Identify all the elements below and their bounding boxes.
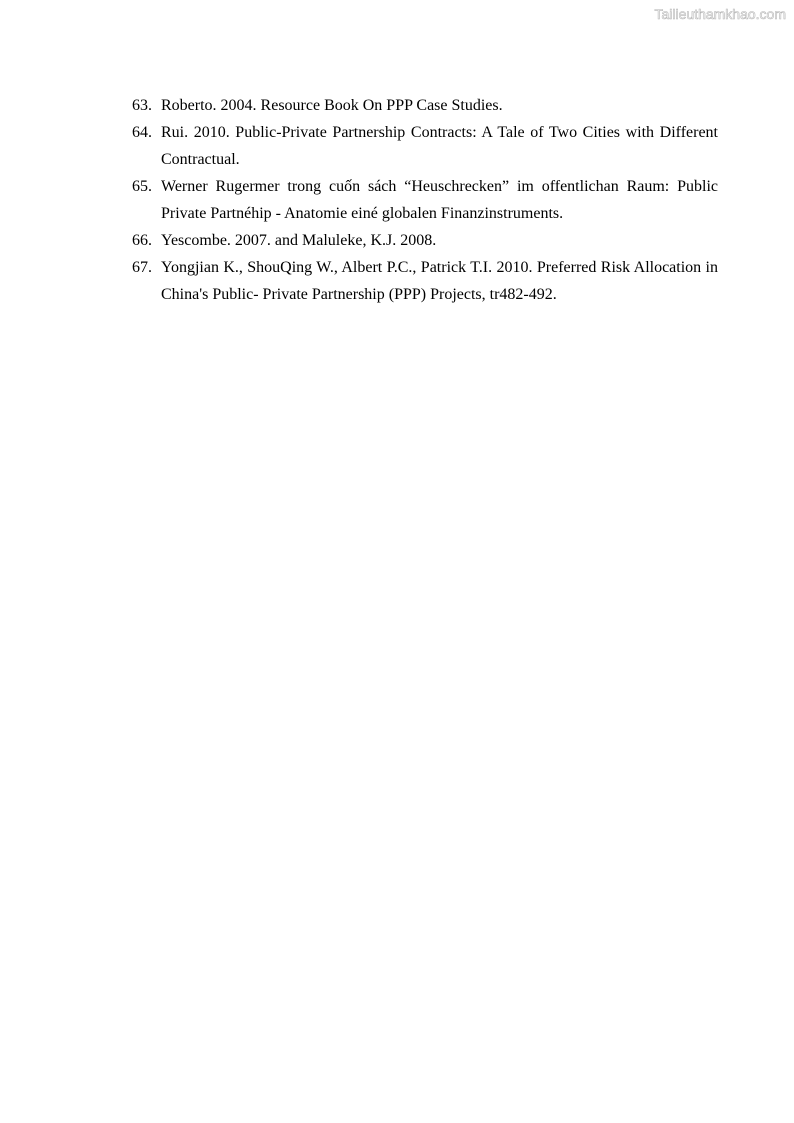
reference-text: Roberto. 2004. Resource Book On PPP Case Studies.	[161, 97, 503, 114]
reference-number: 67.	[132, 259, 152, 276]
reference-text: Yongjian K., ShouQing W., Albert P.C., Patrick T.I. 2010. Preferred Risk Allocation in China's Public- Private Partnership (PPP) Projects, tr482-492.	[161, 259, 718, 303]
reference-item	[132, 254, 718, 308]
reference-text: Yescombe. 2007. and Maluleke, K.J. 2008.	[161, 232, 437, 249]
reference-list	[132, 92, 718, 308]
reference-number: 63.	[132, 97, 152, 114]
reference-text: Werner Rugermer trong cuốn sách “Heuschrecken” im offentlichan Raum: Public Private Partnéhip - Anatomie einé globalen Finanzinstruments.	[161, 178, 718, 222]
watermark-text: Tailieuthamkhao.com	[654, 6, 786, 22]
reference-number: 66.	[132, 232, 152, 249]
reference-text: Rui. 2010. Public-Private Partnership Contracts: A Tale of Two Cities with Different Contractual.	[161, 124, 718, 168]
reference-item	[132, 227, 718, 254]
reference-item	[132, 173, 718, 227]
reference-item	[132, 119, 718, 173]
reference-number: 65.	[132, 178, 152, 195]
reference-number: 64.	[132, 124, 152, 141]
reference-item	[132, 92, 718, 119]
